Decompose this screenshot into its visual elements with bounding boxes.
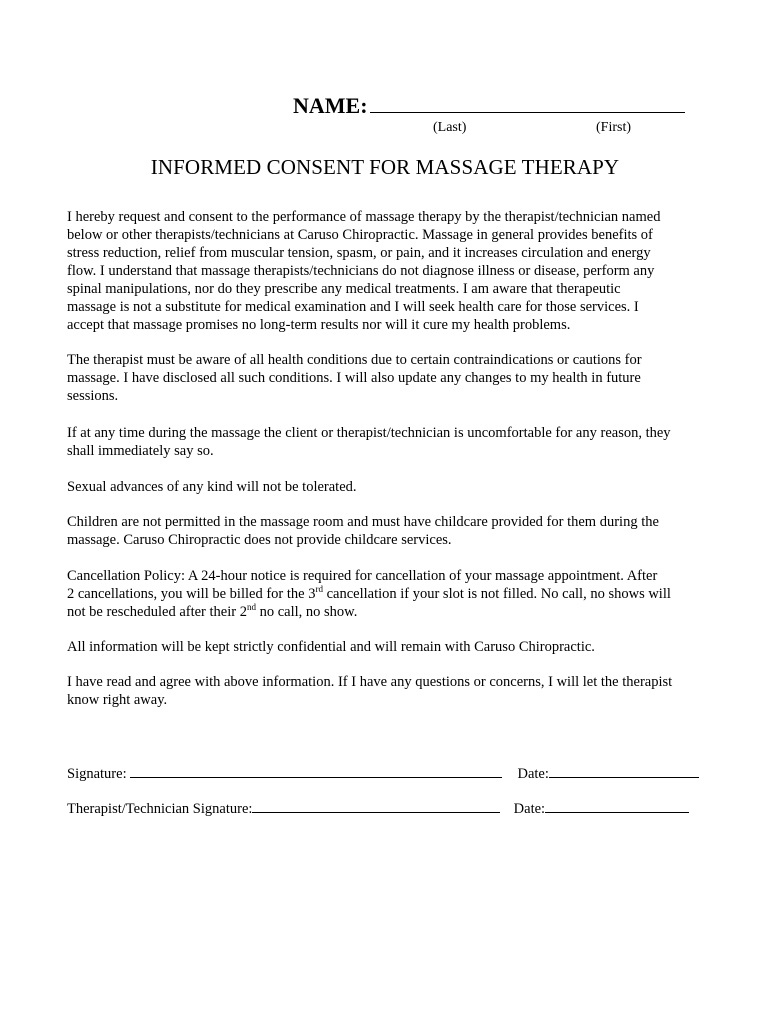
text-line: 2 cancellations, you will be billed for the 3rd cancellation if your slot is not filled. No call, no shows will — [67, 584, 671, 602]
paragraph-consent — [67, 208, 707, 334]
text-line: not be rescheduled after their 2nd no call, no show. — [67, 602, 358, 620]
document-title: INFORMED CONSENT FOR MASSAGE THERAPY — [150, 155, 620, 179]
paragraph-cancellation-policy — [67, 567, 707, 621]
text-line: massage. I have disclosed all such conditions. I will also update any changes to my health in future — [67, 370, 641, 386]
text-line: massage is not a substitute for medical examination and I will seek health care for those services. I — [67, 299, 639, 315]
text-line: shall immediately say so. — [67, 443, 214, 459]
text-line: Children are not permitted in the massage room and must have childcare provided for them during the — [67, 514, 659, 530]
signature-label: Signature: — [67, 766, 131, 782]
text-line: below or other therapists/technicians at Caruso Chiropractic. Massage in general provides benefits of — [67, 227, 653, 243]
text-line: If at any time during the massage the client or therapist/technician is uncomfortable for any reason, they — [67, 425, 671, 441]
text-line: Cancellation Policy: A 24-hour notice is required for cancellation of your massage appointment. After — [67, 568, 658, 584]
ordinal-suffix: rd — [315, 584, 323, 595]
text-line: accept that massage promises no long-term results nor will it cure my health problems. — [67, 317, 571, 333]
name-field — [293, 92, 685, 119]
therapist-signature-row — [67, 798, 689, 818]
last-name-label: (Last) — [433, 120, 467, 135]
text-line: The therapist must be aware of all health conditions due to certain contraindications or cautions for — [67, 352, 642, 368]
paragraph-agreement — [67, 673, 707, 709]
text-line: I hereby request and consent to the performance of massage therapy by the therapist/technician named — [67, 209, 661, 225]
text-line: massage. Caruso Chiropractic does not provide childcare services. — [67, 532, 452, 548]
therapist-signature-label: Therapist/Technician Signature: — [67, 801, 253, 817]
text-line: Sexual advances of any kind will not be tolerated. — [67, 479, 357, 495]
signature-line[interactable] — [130, 763, 502, 778]
text-line: stress reduction, relief from muscular tension, spasm, or pain, and it increases circulation and energy — [67, 245, 651, 261]
ordinal-suffix: nd — [246, 602, 256, 613]
paragraph-health-conditions — [67, 351, 707, 405]
date-label: Date: — [517, 766, 549, 782]
first-name-label: (First) — [596, 120, 631, 135]
text-line: flow. I understand that massage therapists/technicians do not diagnose illness or disease, perform any — [67, 263, 655, 279]
text-line: All information will be kept strictly confidential and will remain with Caruso Chiropractic. — [67, 639, 595, 655]
text-line: sessions. — [67, 388, 119, 404]
paragraph-children — [67, 513, 707, 549]
name-blank-line[interactable] — [370, 92, 685, 113]
therapist-date-label: Date: — [513, 801, 546, 817]
client-signature-row — [67, 763, 699, 783]
paragraph-discomfort — [67, 424, 707, 460]
name-label: NAME: — [293, 93, 368, 118]
paragraph-sexual-advances — [67, 478, 707, 496]
therapist-date-line[interactable] — [545, 798, 689, 813]
text-line: know right away. — [67, 692, 168, 708]
text-line: spinal manipulations, nor do they prescribe any medical treatments. I am aware that therapeutic — [67, 281, 621, 297]
paragraph-confidential — [67, 638, 707, 656]
text-line: I have read and agree with above information. If I have any questions or concerns, I will let the therapist — [67, 674, 673, 690]
therapist-signature-line[interactable] — [252, 798, 500, 813]
date-line[interactable] — [549, 763, 699, 778]
